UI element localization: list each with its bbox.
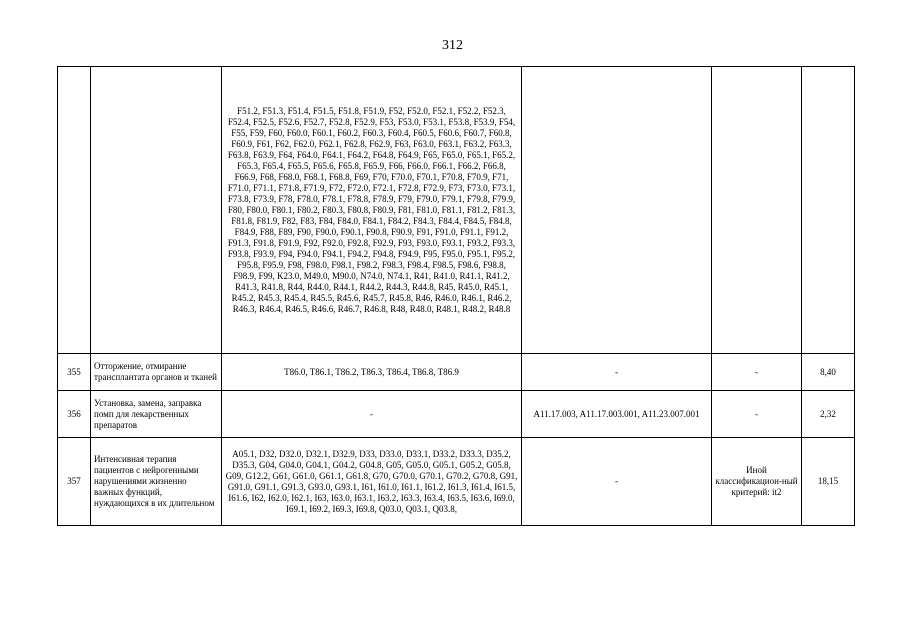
criterion: [712, 67, 802, 354]
tariff-table: [57, 66, 855, 526]
table-row: [58, 391, 855, 438]
diagnosis-codes: -: [222, 391, 522, 438]
diagnosis-codes: A05.1, D32, D32.0, D32.1, D32.9, D33, D33.0, D33.1, D33.2, D33.3, D35.2, D35.3, G04, G04.0, G04.1, G04.2, G04.8, G05, G05.0, G05.1, G05.2, G05.8, G09, G12.2, G61, G61.0, G61.1, G61.8, G70, G70.0, G70.1, G70.2, G70.8, G91, G91.0, G91.1, G91.3, G93.0, G93.1, I61, I61.0, I61.1, I61.2, I61.3, I61.4, I61.5, I61.6, I62, I62.0, I62.1, I63, I63.0, I63.1, I63.2, I63.3, I63.4, I63.5, I63.6, I69.0, I69.1, I69.2, I69.3, I69.8, Q03.0, Q03.1, Q03.8,: [222, 438, 522, 526]
criterion: -: [712, 391, 802, 438]
row-number: 356: [58, 391, 91, 438]
coefficient: 18,15: [802, 438, 855, 526]
group-name: [91, 67, 222, 354]
group-name: Установка, замена, заправка помп для лекарственных препаратов: [91, 391, 222, 438]
criterion: -: [712, 354, 802, 391]
service-codes: -: [522, 438, 712, 526]
criterion: Иной классификацион-ный критерий: it2: [712, 438, 802, 526]
group-name: Отторжение, отмирание трансплантата органов и тканей: [91, 354, 222, 391]
row-number: [58, 67, 91, 354]
table-row: [58, 354, 855, 391]
service-codes: -: [522, 354, 712, 391]
row-number: 357: [58, 438, 91, 526]
table-row: [58, 438, 855, 526]
table-row: [58, 67, 855, 354]
coefficient: [802, 67, 855, 354]
service-codes: A11.17.003, A11.17.003.001, A11.23.007.001: [522, 391, 712, 438]
coefficient: 2,32: [802, 391, 855, 438]
service-codes: [522, 67, 712, 354]
diagnosis-codes: T86.0, T86.1, T86.2, T86.3, T86.4, T86.8, T86.9: [222, 354, 522, 391]
page-number: 312: [442, 38, 463, 53]
row-number: 355: [58, 354, 91, 391]
group-name: Интенсивная терапия пациентов с нейрогенными нарушениями жизненно важных функций, нуждающихся в их длительном: [91, 438, 222, 526]
diagnosis-codes: F51.2, F51.3, F51.4, F51.5, F51.8, F51.9, F52, F52.0, F52.1, F52.2, F52.3, F52.4, F52.5, F52.6, F52.7, F52.8, F52.9, F53, F53.0, F53.1, F53.8, F53.9, F54, F55, F59, F60, F60.0, F60.1, F60.2, F60.3, F60.4, F60.5, F60.6, F60.7, F60.8, F60.9, F61, F62, F62.0, F62.1, F62.8, F62.9, F63, F63.0, F63.1, F63.2, F63.3, F63.8, F63.9, F64, F64.0, F64.1, F64.2, F64.8, F64.9, F65, F65.0, F65.1, F65.2, F65.3, F65.4, F65.5, F65.6, F65.8, F65.9, F66, F66.0, F66.1, F66.2, F66.8, F66.9, F68, F68.0, F68.1, F68.8, F69, F70, F70.0, F70.1, F70.8, F70.9, F71, F71.0, F71.1, F71.8, F71.9, F72, F72.0, F72.1, F72.8, F72.9, F73, F73.0, F73.1, F73.8, F73.9, F78, F78.0, F78.1, F78.8, F78.9, F79, F79.0, F79.1, F79.8, F79.9, F80, F80.0, F80.1, F80.2, F80.3, F80.8, F80.9, F81, F81.0, F81.1, F81.2, F81.3, F81.8, F81.9, F82, F83, F84, F84.0, F84.1, F84.2, F84.3, F84.4, F84.5, F84.8, F84.9, F88, F89, F90, F90.0, F90.1, F90.8, F90.9, F91, F91.0, F91.1, F91.2, F91.3, F91.8, F91.9, F92, F92.0, F92.8, F92.9, F93, F93.0, F93.1, F93.2, F93.3, F93.8, F93.9, F94, F94.0, F94.1, F94.2, F94.8, F94.9, F95, F95.0, F95.1, F95.2, F95.8, F95.9, F98, F98.0, F98.1, F98.2, F98.3, F98.4, F98.5, F98.6, F98.8, F98.9, F99, K23.0, M49.0, M90.0, N74.0, N74.1, R41, R41.0, R41.1, R41.2, R41.3, R41.8, R44, R44.0, R44.1, R44.2, R44.3, R44.8, R45, R45.0, R45.1, R45.2, R45.3, R45.4, R45.5, R45.6, R45.7, R45.8, R46, R46.0, R46.1, R46.2, R46.3, R46.4, R46.5, R46.6, R46.7, R46.8, R48, R48.0, R48.1, R48.2, R48.8: [222, 67, 522, 354]
coefficient: 8,40: [802, 354, 855, 391]
